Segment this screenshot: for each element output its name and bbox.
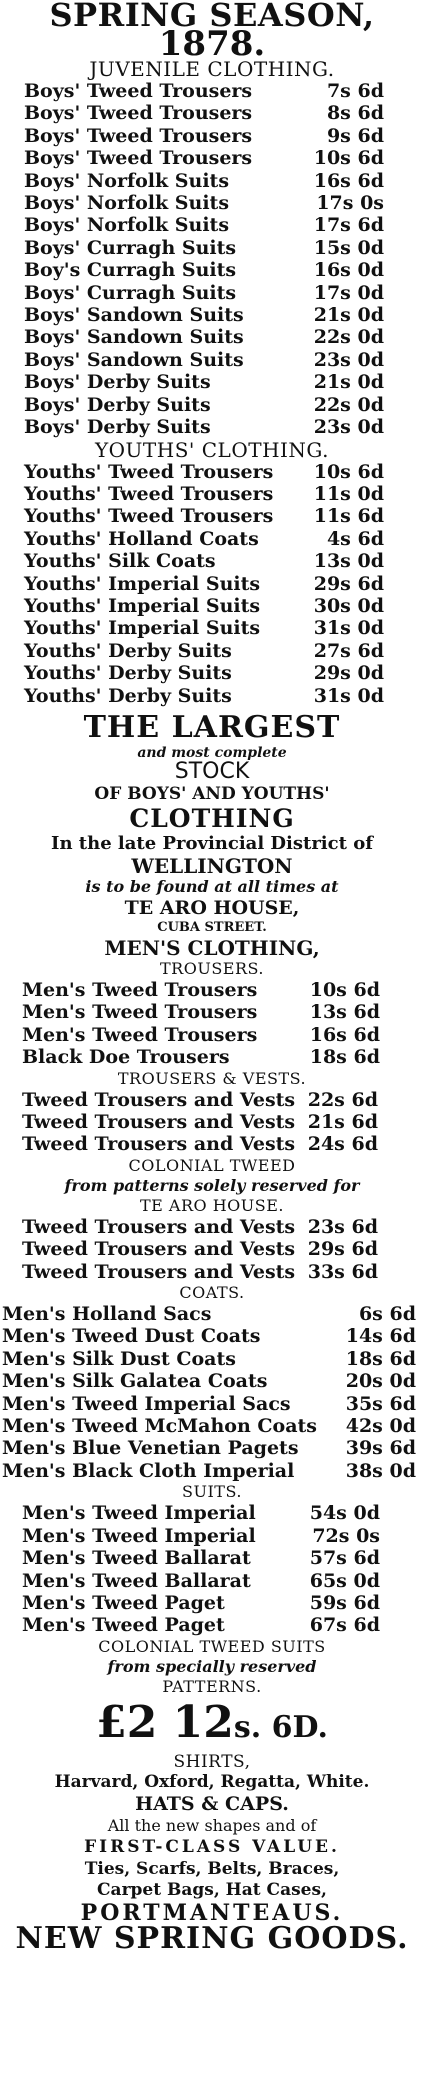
item-name: Tweed Trousers and Vests	[22, 1260, 296, 1283]
item-price: 54s 0d	[309, 1502, 380, 1525]
item-price: 24s 6d	[307, 1133, 378, 1156]
juvenile-heading: JUVENILE CLOTHING.	[89, 57, 335, 81]
price-row	[0, 349, 424, 371]
item-price: 7s 6d	[326, 80, 384, 102]
clothing-text: CLOTHING	[129, 803, 295, 833]
colonial-house: TE ARO HOUSE.	[139, 1195, 285, 1215]
item-name: Youths' Holland Coats	[24, 527, 259, 550]
item-price: 15s 0d	[313, 236, 384, 259]
item-name: Men's Blue Venetian Pagets	[2, 1437, 299, 1460]
item-name: Men's Silk Dust Coats	[2, 1347, 236, 1370]
patterns-text: PATTERNS.	[162, 1676, 262, 1696]
price-row	[0, 147, 424, 169]
item-name: Black Doe Trousers	[22, 1046, 230, 1069]
coats-list	[0, 1303, 424, 1482]
suit-price-main: £2 12	[96, 1696, 234, 1748]
item-name: Boys' Sandown Suits	[24, 348, 244, 371]
price-row	[0, 1502, 424, 1524]
suits-list	[0, 1502, 424, 1636]
boys-youths-text: OF BOYS' AND YOUTHS'	[94, 783, 330, 804]
item-name: Men's Tweed Imperial	[22, 1502, 256, 1525]
item-price: 31s 0d	[313, 684, 384, 707]
suit-price-small: s. 6	[233, 1709, 293, 1745]
item-name: Youths' Imperial Suits	[24, 572, 261, 595]
price-row	[0, 1001, 424, 1023]
price-row	[0, 1437, 424, 1459]
price-row	[0, 102, 424, 124]
price-row	[0, 1325, 424, 1347]
ad-year: 1878.	[158, 24, 266, 64]
price-row	[0, 550, 424, 572]
item-name: Boys' Norfolk Suits	[24, 192, 230, 215]
item-name: Boys' Tweed Trousers	[24, 102, 253, 125]
price-row	[0, 1525, 424, 1547]
trousers-vests-heading: TROUSERS & VESTS.	[117, 1068, 307, 1088]
price-row	[0, 505, 424, 527]
item-name: Youths' Derby Suits	[24, 639, 232, 662]
price-row	[0, 1415, 424, 1437]
item-name: Men's Tweed Trousers	[22, 1001, 258, 1024]
item-price: 13s 0d	[313, 550, 384, 573]
trousers-heading: TROUSERS.	[160, 958, 264, 978]
item-price: 16s 6d	[309, 1023, 380, 1046]
item-price: 35s 6d	[345, 1392, 416, 1415]
colonial-suits-heading: COLONIAL TWEED SUITS	[98, 1636, 326, 1656]
item-name: Men's Holland Sacs	[2, 1303, 212, 1326]
item-name: Men's Tweed Dust Coats	[2, 1325, 261, 1348]
item-price: 17s 0s	[316, 192, 384, 215]
price-row	[0, 304, 424, 326]
item-name: Tweed Trousers and Vests	[22, 1238, 296, 1261]
item-price: 65s 0d	[309, 1569, 380, 1592]
item-name: Men's Tweed Paget	[22, 1591, 225, 1614]
item-price: 22s 0d	[313, 393, 384, 416]
item-price: 23s 0d	[313, 348, 384, 371]
item-name: Boys' Curragh Suits	[24, 236, 237, 259]
price-row	[0, 1261, 424, 1283]
item-price: 20s 0d	[345, 1370, 416, 1393]
wellington-text: WELLINGTON	[131, 853, 293, 878]
district-text: In the late Provincial District of	[51, 832, 373, 854]
item-price: 21s 0d	[313, 371, 384, 394]
ad-title: SPRING SEASON,	[49, 0, 375, 34]
price-row	[0, 685, 424, 707]
item-price: 13s 6d	[309, 1001, 380, 1024]
item-name: Boys' Derby Suits	[24, 371, 211, 394]
item-price: 10s 6d	[313, 147, 384, 170]
shirt-types: Harvard, Oxford, Regatta, White.	[54, 1771, 370, 1792]
shirts-heading: SHIRTS,	[173, 1751, 251, 1772]
price-row	[0, 483, 424, 505]
item-name: Men's Tweed Paget	[22, 1614, 225, 1637]
item-name: Men's Tweed Ballarat	[22, 1547, 251, 1570]
largest-heading: THE LARGEST	[83, 709, 341, 745]
price-row	[0, 1570, 424, 1592]
price-row	[0, 1046, 424, 1068]
item-price: 33s 6d	[307, 1260, 378, 1283]
item-price: 17s 0d	[313, 281, 384, 304]
item-name: Boys' Sandown Suits	[24, 304, 244, 327]
stock-text: STOCK	[174, 758, 250, 784]
item-price: 16s 6d	[313, 169, 384, 192]
item-price: 57s 6d	[309, 1547, 380, 1570]
item-price: 11s 0d	[313, 482, 384, 505]
item-price: 67s 6d	[309, 1614, 380, 1637]
item-name: Boys' Derby Suits	[24, 393, 211, 416]
price-row	[0, 125, 424, 147]
item-price: 18s 6d	[309, 1046, 380, 1069]
price-row	[0, 573, 424, 595]
item-name: Boy's Curragh Suits	[24, 259, 237, 282]
price-row	[0, 326, 424, 348]
item-price: 9s 6d	[326, 124, 384, 147]
item-price: 72s 0s	[312, 1524, 380, 1547]
colonial-tweed-heading: COLONIAL TWEED	[128, 1155, 296, 1175]
complete-text: and most complete	[137, 744, 287, 761]
coats-heading: COATS.	[179, 1283, 245, 1303]
item-name: Men's Tweed Trousers	[22, 1023, 258, 1046]
item-price: 29s 6d	[313, 572, 384, 595]
price-row	[0, 371, 424, 393]
found-text: is to be found at all times at	[85, 876, 339, 896]
item-price: 21s 6d	[307, 1111, 378, 1133]
trousers-vests-list	[0, 1089, 424, 1156]
item-name: Tweed Trousers and Vests	[22, 1088, 296, 1111]
item-price: 10s 6d	[313, 460, 384, 483]
item-name: Youths' Silk Coats	[24, 550, 216, 573]
price-row	[0, 1216, 424, 1238]
item-name: Boys' Curragh Suits	[24, 281, 237, 304]
price-row	[0, 979, 424, 1001]
item-price: 29s 6d	[307, 1238, 378, 1261]
item-price: 39s 6d	[345, 1437, 416, 1460]
item-name: Youths' Tweed Trousers	[24, 460, 274, 483]
item-name: Boys' Tweed Trousers	[24, 124, 253, 147]
price-row	[0, 528, 424, 550]
item-name: Youths' Imperial Suits	[24, 594, 261, 617]
item-price: 23s 0d	[313, 416, 384, 439]
price-row	[0, 237, 424, 259]
item-name: Boys' Sandown Suits	[24, 326, 244, 349]
price-row	[0, 617, 424, 639]
item-name: Boys' Tweed Trousers	[24, 80, 253, 102]
item-name: Youths' Derby Suits	[24, 662, 232, 685]
portmanteaus: PORTMANTEAUS.	[80, 1899, 344, 1926]
item-price: 18s 6d	[345, 1347, 416, 1370]
price-row	[0, 1303, 424, 1325]
item-name: Men's Tweed Imperial Sacs	[2, 1392, 291, 1415]
price-row	[0, 662, 424, 684]
price-row	[0, 1238, 424, 1260]
item-price: 29s 0d	[313, 662, 384, 685]
item-price: 10s 6d	[309, 978, 380, 1001]
suit-price	[0, 1696, 424, 1752]
item-price: 31s 0d	[313, 617, 384, 640]
item-name: Boys' Derby Suits	[24, 416, 211, 439]
price-row	[0, 1460, 424, 1482]
item-name: Men's Silk Galatea Coats	[2, 1370, 268, 1393]
price-row	[0, 461, 424, 483]
item-name: Men's Tweed Ballarat	[22, 1569, 251, 1592]
price-row	[0, 170, 424, 192]
juvenile-list	[0, 80, 424, 439]
item-name: Youths' Derby Suits	[24, 684, 232, 707]
item-name: Boys' Tweed Trousers	[24, 147, 253, 170]
item-name: Boys' Norfolk Suits	[24, 169, 230, 192]
item-price: 17s 6d	[313, 214, 384, 237]
hats-caps: HATS & CAPS.	[135, 1792, 289, 1815]
price-row	[0, 214, 424, 236]
price-row	[0, 1393, 424, 1415]
carpet-bags: Carpet Bags, Hat Cases,	[97, 1879, 327, 1900]
suits-heading: SUITS.	[182, 1482, 242, 1502]
item-price: 8s 6d	[326, 102, 384, 125]
item-price: 30s 0d	[313, 594, 384, 617]
item-name: Youths' Imperial Suits	[24, 617, 261, 640]
price-row	[0, 80, 424, 102]
price-row	[0, 394, 424, 416]
item-price: 6s 6d	[358, 1303, 416, 1326]
cuba-street: CUBA STREET.	[157, 919, 267, 935]
item-price: 22s 0d	[313, 326, 384, 349]
item-name: Tweed Trousers and Vests	[22, 1111, 296, 1133]
price-row	[0, 259, 424, 281]
price-row	[0, 1614, 424, 1636]
price-row	[0, 1133, 424, 1155]
item-price: 59s 6d	[309, 1591, 380, 1614]
te-aro-house: TE ARO HOUSE,	[124, 896, 300, 919]
item-name: Boys' Norfolk Suits	[24, 214, 230, 237]
item-price: 16s 0d	[313, 259, 384, 282]
ties-scarfs: Ties, Scarfs, Belts, Braces,	[84, 1858, 340, 1879]
item-name: Tweed Trousers and Vests	[22, 1133, 296, 1156]
item-name: Youths' Tweed Trousers	[24, 505, 274, 528]
item-name: Men's Tweed Imperial	[22, 1524, 256, 1547]
item-name: Men's Black Cloth Imperial	[2, 1459, 295, 1482]
price-row	[0, 192, 424, 214]
mens-heading: MEN'S CLOTHING,	[104, 935, 320, 960]
colonial-suits-sub: from specially reserved	[107, 1656, 317, 1676]
price-row	[0, 1111, 424, 1133]
item-price: 22s 6d	[307, 1088, 378, 1111]
item-price: 42s 0d	[345, 1415, 416, 1438]
youths-list	[0, 461, 424, 707]
item-name: Men's Tweed McMahon Coats	[2, 1415, 317, 1438]
item-price: 11s 6d	[313, 505, 384, 528]
price-row	[0, 1024, 424, 1046]
price-row	[0, 1592, 424, 1614]
item-price: 21s 0d	[313, 304, 384, 327]
new-shapes: All the new shapes and of	[107, 1815, 317, 1835]
suit-price-end: D.	[292, 1709, 328, 1745]
price-row	[0, 282, 424, 304]
price-row	[0, 1547, 424, 1569]
item-name: Tweed Trousers and Vests	[22, 1215, 296, 1238]
first-class-value: FIRST-CLASS VALUE.	[84, 1836, 340, 1857]
new-spring-goods: NEW SPRING GOODS.	[15, 1920, 409, 1956]
trousers-list	[0, 979, 424, 1069]
item-price: 4s 6d	[326, 527, 384, 550]
price-row	[0, 640, 424, 662]
youths-heading: YOUTHS' CLOTHING.	[94, 437, 330, 462]
price-row	[0, 416, 424, 438]
colonial-list	[0, 1216, 424, 1283]
item-price: 38s 0d	[345, 1459, 416, 1482]
item-name: Men's Tweed Trousers	[22, 978, 258, 1001]
price-row	[0, 1348, 424, 1370]
price-row	[0, 595, 424, 617]
item-price: 27s 6d	[313, 639, 384, 662]
item-price: 14s 6d	[345, 1325, 416, 1348]
colonial-sub: from patterns solely reserved for	[64, 1175, 360, 1195]
item-price: 23s 6d	[307, 1215, 378, 1238]
price-row	[0, 1089, 424, 1111]
price-row	[0, 1370, 424, 1392]
item-name: Youths' Tweed Trousers	[24, 482, 274, 505]
